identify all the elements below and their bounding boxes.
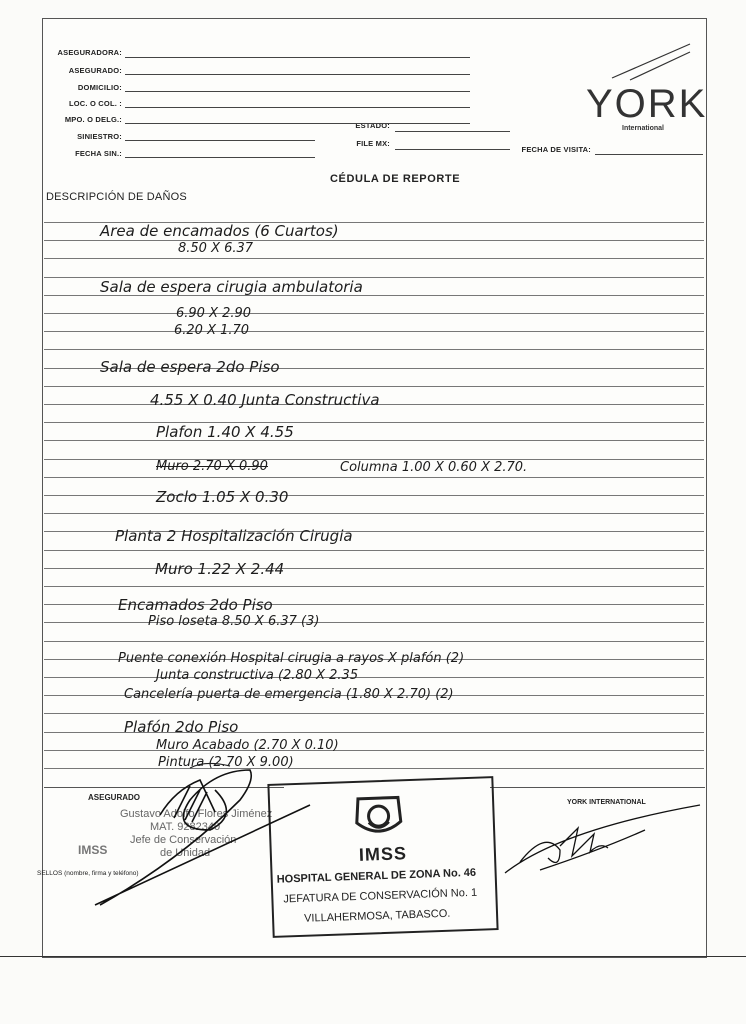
entry-dim: 6.90 X 2.90 (176, 306, 252, 321)
imss-stamp-org: IMSS (358, 843, 408, 865)
imss-stamp-line1: HOSPITAL GENERAL DE ZONA No. 46 (276, 866, 477, 886)
york-signature (505, 805, 700, 873)
entry-zoclo: Zoclo 1.05 X 0.30 (156, 488, 289, 506)
entry-encamados-2do: Encamados 2do Piso (118, 596, 273, 614)
imss-stamp-line2: JEFATURA DE CONSERVACIÓN No. 1 (283, 886, 478, 906)
section-label: DESCRIPCIÓN DE DAÑOS (46, 191, 187, 203)
asegurado-signature (95, 770, 310, 905)
entry-planta-2: Planta 2 Hospitalización Cirugia (115, 527, 353, 545)
label-asegurado: ASEGURADO: (68, 66, 122, 75)
label-estado: ESTADO: (355, 121, 390, 130)
york-signature-label: YORK INTERNATIONAL (567, 799, 646, 806)
stamp-mat: MAT. 9282340 (150, 821, 221, 833)
label-domicilio: DOMICILIO: (77, 83, 122, 92)
asegurado-signature-label: ASEGURADO (88, 793, 141, 802)
label-fecha-sin: FECHA SIN.: (75, 149, 122, 158)
scribble-mark (190, 763, 230, 768)
entry-dim: 6.20 X 1.70 (174, 323, 250, 338)
entry-junta: 4.55 X 0.40 Junta Constructiva (150, 391, 380, 409)
entry-canceleria: Cancelería puerta de emergencia (1.80 X 2.70) (2) (124, 687, 454, 702)
label-aseguradora: ASEGURADORA: (57, 48, 122, 57)
label-file-mx: FILE MX: (356, 139, 390, 148)
entry-junta-constructiva: Junta constructiva (2.80 X 2.35 (156, 668, 359, 683)
entry-sala-espera-2do: Sala de espera 2do Piso (100, 358, 280, 376)
entry-sala-espera-cirugia: Sala de espera cirugia ambulatoria (100, 278, 363, 296)
sellos-label: SELLOS (nombre, firma y teléfono) (37, 870, 139, 877)
stamp-name: Gustavo Adolfo Flores Jiménez (120, 808, 273, 820)
entry-puente-conexion: Puente conexión Hospital cirugia a rayos X plafón (2) (118, 651, 465, 666)
label-siniestro: SINIESTRO: (77, 132, 122, 141)
entry-plafon: Plafon 1.40 X 4.55 (156, 423, 294, 441)
imss-stamp-line3: VILLAHERMOSA, TABASCO. (303, 907, 451, 925)
entry-plafon-2do: Plafón 2do Piso (124, 718, 239, 736)
entry-area-encamados: Area de encamados (6 Cuartos) (100, 222, 339, 240)
entry-columna: Columna 1.00 X 0.60 X 2.70. (340, 460, 528, 475)
label-mpo-delg: MPO. O DELG.: (64, 115, 122, 124)
york-logo-swoosh-icon (612, 44, 690, 80)
entry-dim: 8.50 X 6.37 (178, 241, 254, 256)
label-loc-col: LOC. O COL. : (68, 99, 122, 108)
entry-muro: Muro 1.22 X 2.44 (155, 560, 285, 578)
stamp-role: Jefe de Conservación (130, 834, 237, 846)
label-fecha-visita: FECHA DE VISITA: (521, 145, 591, 154)
page-title: CÉDULA DE REPORTE (330, 173, 461, 185)
york-logo: YORK (586, 82, 708, 126)
stamp-org: IMSS (78, 843, 108, 857)
york-logo-sub: International (622, 125, 665, 132)
entry-muro-struck: Muro 2.70 X 0.90 (156, 459, 268, 474)
entry-pintura: Pintura (2.70 X 9.00) (158, 755, 294, 770)
entry-muro-acabado: Muro Acabado (2.70 X 0.10) (156, 738, 339, 753)
stamp-unit: de Unidad (160, 847, 211, 859)
entry-piso-loseta: Piso loseta 8.50 X 6.37 (3) (148, 614, 320, 629)
